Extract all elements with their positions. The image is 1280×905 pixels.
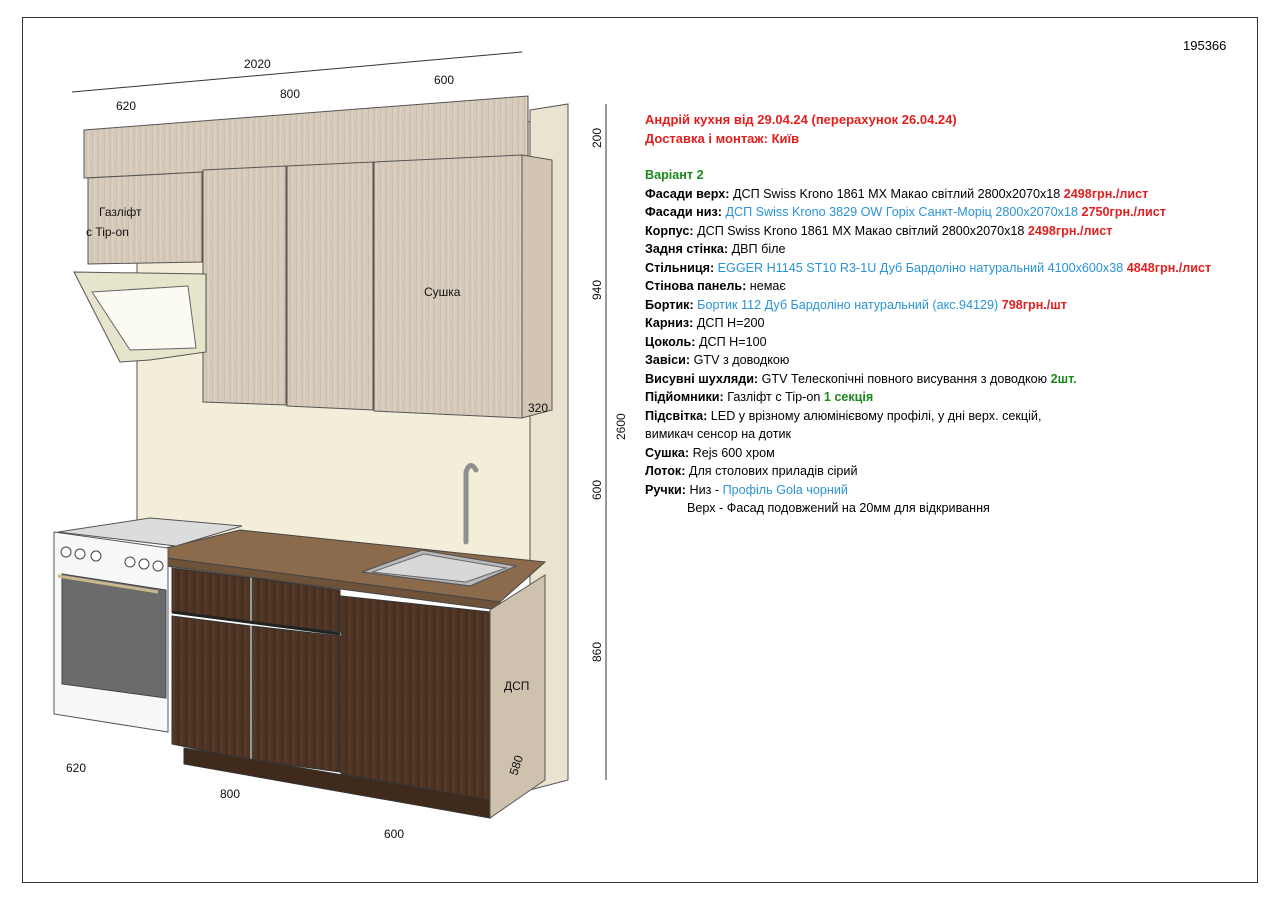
dim-bottom-left: 620 [66, 761, 87, 775]
spec-label: Стінова панель: [645, 279, 747, 293]
spec-row [645, 370, 1211, 389]
spec-label: Підйомники: [645, 390, 724, 404]
handles-label: Ручки: [645, 482, 686, 497]
handles-value: Профіль Gola чорний [722, 482, 848, 497]
spec-price: 2750грн./лист [1081, 205, 1166, 219]
dim-top-right: 600 [434, 73, 455, 87]
label-gaslift: Газліфт [99, 205, 142, 219]
spec-label: Лоток: [645, 464, 686, 478]
spec-value: Для столових приладів сірий [685, 464, 858, 478]
lower-side-panel [490, 575, 545, 818]
spec-extra: 1 секція [823, 390, 874, 404]
handles-row [645, 481, 1211, 500]
lower-door-2 [252, 626, 340, 772]
spec-price: 2498грн./лист [1063, 186, 1149, 201]
spec-extra: 2шт. [1050, 371, 1077, 386]
spec-list [645, 185, 1211, 481]
dim-upper-depth: 320 [528, 401, 549, 415]
spec-row [645, 222, 1211, 241]
header-line-1: Андрій кухня від 29.04.24 (перерахунок 26.04.24) [645, 112, 957, 127]
spec-label: Сушка: [645, 445, 690, 460]
spec-label: Фасади верх: [645, 186, 730, 201]
spec-label: Фасади низ: [645, 205, 722, 219]
handles-row-2: Верх - Фасад подовжений на 20мм для відкривання [687, 501, 990, 515]
spec-label: Цоколь: [645, 334, 696, 349]
dim-top-left: 620 [116, 99, 137, 113]
spec-label: Бортик: [645, 297, 694, 312]
spec-value: Газліфт с Tip-on [723, 390, 824, 404]
dim-top-total: 2020 [244, 57, 271, 71]
dim-cornice: 200 [590, 127, 604, 148]
spec-label: Висувні шухляди: [645, 371, 759, 386]
spec-row [645, 388, 1211, 407]
dim-bottom-mid: 800 [220, 787, 241, 801]
spec-label: Задня стінка: [645, 242, 729, 256]
spec-value: GTV з доводкою [690, 353, 790, 367]
upper-side-panel [522, 155, 552, 418]
spec-row [645, 296, 1211, 315]
dim-bottom-right: 600 [384, 827, 405, 841]
dim-total-height: 2600 [614, 413, 628, 440]
spec-row [645, 185, 1211, 204]
spec-value: ДСП Swiss Krono 1861 MX Макао світлий 2800х2070х18 [693, 223, 1028, 238]
spec-value: ДСП H=100 [695, 334, 767, 349]
spec-row [645, 277, 1211, 296]
spec-value: вимикач сенсор на дотик [645, 427, 792, 441]
spec-row [645, 462, 1211, 481]
label-dsp: ДСП [504, 679, 530, 693]
spec-value: LED у врізному алюмінієвому профілі, у дні верх. секцій, [707, 408, 1042, 423]
spec-row [645, 203, 1211, 222]
spec-value: Rejs 600 хром [689, 445, 775, 460]
spec-label: Завіси: [645, 353, 691, 367]
spec-value: ДСП H=200 [693, 316, 765, 330]
spec-price: 4848грн./лист [1126, 260, 1212, 275]
spec-row [645, 333, 1211, 352]
spec-row [645, 314, 1211, 333]
label-dryer: Сушка [424, 285, 461, 299]
spec-label: Підсвітка: [645, 408, 708, 423]
spec-value: ДВП біле [728, 242, 786, 256]
label-gaslift-tipon: с Tip-on [86, 225, 129, 239]
dim-top-mid: 800 [280, 87, 301, 101]
spec-panel [645, 111, 1211, 518]
dim-lower: 860 [590, 641, 604, 662]
spec-row [645, 425, 1211, 444]
spec-label: Карниз: [645, 316, 694, 330]
spec-value: немає [746, 279, 786, 293]
spec-row [645, 259, 1211, 278]
upper-door-1 [203, 166, 286, 405]
spec-row [645, 351, 1211, 370]
spec-row [645, 407, 1211, 426]
spec-value: ДСП Swiss Krono 1861 MX Макао світлий 2800х2070х18 [729, 186, 1064, 201]
dim-upper: 940 [590, 279, 604, 300]
spec-row [645, 444, 1211, 463]
spec-value: EGGER H1145 ST10 R3-1U Дуб Бардоліно натуральний 4100х600х38 [714, 260, 1127, 275]
order-number: 195366 [1183, 38, 1227, 53]
handles-prefix: Низ - [685, 482, 723, 497]
lower-door-1 [172, 616, 250, 760]
upper-door-2 [287, 162, 373, 410]
spec-value: GTV Телескопічні повного висування з доводкою [758, 371, 1051, 386]
spec-label: Корпус: [645, 223, 694, 238]
spec-value: Бортик 112 Дуб Бардоліно натуральний (акс.94129) [693, 297, 1002, 312]
dim-gap: 600 [590, 479, 604, 500]
spec-price: 2498грн./лист [1027, 223, 1113, 238]
variant-label: Варіант 2 [645, 168, 704, 182]
oven-door [62, 574, 166, 698]
dim-lower-depth: 580 [506, 753, 527, 777]
spec-label: Стільниця: [645, 260, 715, 275]
spec-price: 798грн./шт [1001, 297, 1067, 312]
lower-door-3 [341, 596, 490, 800]
spec-value: ДСП Swiss Krono 3829 OW Горіх Санкт-Моріц 2800х2070х18 [721, 205, 1082, 219]
spec-row [645, 240, 1211, 259]
header-line-2: Доставка і монтаж: Київ [645, 130, 800, 146]
